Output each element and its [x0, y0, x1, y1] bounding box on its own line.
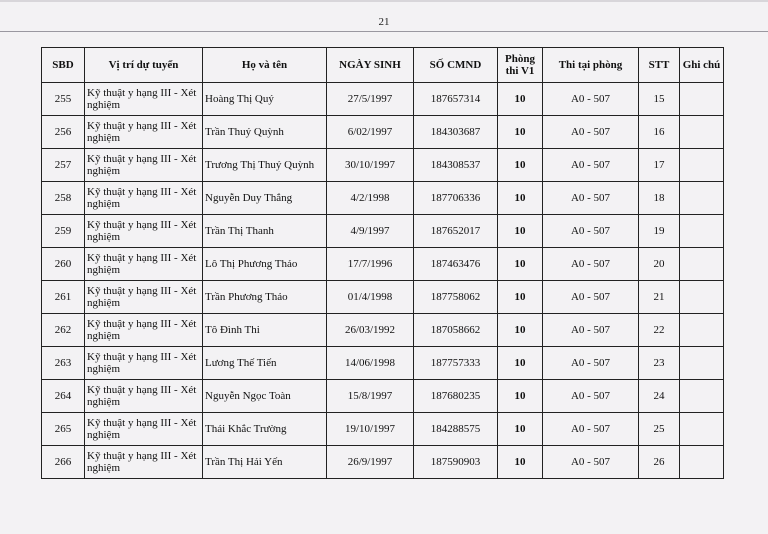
cell-name: Trần Thị Hải Yến: [203, 446, 327, 479]
header-room: [498, 48, 543, 83]
cell-dob: 17/7/1996: [327, 248, 414, 281]
cell-dob: 27/5/1997: [327, 83, 414, 116]
cell-name: Hoàng Thị Quý: [203, 83, 327, 116]
cell-note: [680, 413, 724, 446]
table-row: [42, 248, 724, 281]
cell-room: 10: [498, 215, 543, 248]
cell-id-card: 187657314: [414, 83, 498, 116]
cell-name: Thái Khắc Trường: [203, 413, 327, 446]
cell-dob: 30/10/1997: [327, 149, 414, 182]
cell-name: Tô Đình Thi: [203, 314, 327, 347]
cell-sbd: 259: [42, 215, 85, 248]
cell-dob: 26/9/1997: [327, 446, 414, 479]
cell-position: Kỹ thuật y hạng III - Xét nghiệm: [85, 215, 203, 248]
header-stt: STT: [639, 48, 680, 83]
table-row: [42, 116, 724, 149]
cell-room: 10: [498, 446, 543, 479]
header-sbd: SBD: [42, 48, 85, 83]
cell-exam-room: A0 - 507: [543, 248, 639, 281]
cell-stt: 21: [639, 281, 680, 314]
cell-dob: 6/02/1997: [327, 116, 414, 149]
header-rule: [0, 31, 768, 32]
table-row: [42, 413, 724, 446]
cell-dob: 26/03/1992: [327, 314, 414, 347]
cell-sbd: 257: [42, 149, 85, 182]
cell-position: Kỹ thuật y hạng III - Xét nghiệm: [85, 248, 203, 281]
cell-sbd: 261: [42, 281, 85, 314]
cell-exam-room: A0 - 507: [543, 116, 639, 149]
cell-room: 10: [498, 83, 543, 116]
cell-id-card: 187680235: [414, 380, 498, 413]
cell-note: [680, 116, 724, 149]
cell-note: [680, 182, 724, 215]
cell-id-card: 184288575: [414, 413, 498, 446]
cell-exam-room: A0 - 507: [543, 149, 639, 182]
cell-id-card: 184308537: [414, 149, 498, 182]
table-row: [42, 446, 724, 479]
cell-stt: 24: [639, 380, 680, 413]
cell-name: Lương Thế Tiến: [203, 347, 327, 380]
cell-sbd: 265: [42, 413, 85, 446]
cell-stt: 25: [639, 413, 680, 446]
cell-note: [680, 281, 724, 314]
header-exam-room: Thi tại phòng: [543, 48, 639, 83]
cell-id-card: 187652017: [414, 215, 498, 248]
cell-stt: 15: [639, 83, 680, 116]
cell-note: [680, 314, 724, 347]
cell-note: [680, 248, 724, 281]
cell-sbd: 263: [42, 347, 85, 380]
cell-id-card: 187706336: [414, 182, 498, 215]
table-row: [42, 215, 724, 248]
cell-room: 10: [498, 281, 543, 314]
cell-name: Nguyễn Duy Thắng: [203, 182, 327, 215]
cell-name: Trần Thị Thanh: [203, 215, 327, 248]
cell-name: Trần Phương Thảo: [203, 281, 327, 314]
cell-sbd: 262: [42, 314, 85, 347]
cell-sbd: 266: [42, 446, 85, 479]
cell-exam-room: A0 - 507: [543, 83, 639, 116]
table-row: [42, 314, 724, 347]
cell-room: 10: [498, 182, 543, 215]
cell-position: Kỹ thuật y hạng III - Xét nghiệm: [85, 149, 203, 182]
cell-room: 10: [498, 380, 543, 413]
cell-dob: 4/9/1997: [327, 215, 414, 248]
cell-room: 10: [498, 314, 543, 347]
cell-dob: 19/10/1997: [327, 413, 414, 446]
cell-position: Kỹ thuật y hạng III - Xét nghiệm: [85, 446, 203, 479]
table-row: [42, 347, 724, 380]
header-room-line2: thi V1: [505, 65, 535, 77]
cell-exam-room: A0 - 507: [543, 413, 639, 446]
cell-note: [680, 446, 724, 479]
cell-exam-room: A0 - 507: [543, 215, 639, 248]
cell-position: Kỹ thuật y hạng III - Xét nghiệm: [85, 380, 203, 413]
table-row: [42, 83, 724, 116]
cell-id-card: 187590903: [414, 446, 498, 479]
cell-stt: 16: [639, 116, 680, 149]
header-id-card: SỐ CMND: [414, 48, 498, 83]
cell-room: 10: [498, 347, 543, 380]
cell-id-card: 187757333: [414, 347, 498, 380]
cell-sbd: 258: [42, 182, 85, 215]
cell-exam-room: A0 - 507: [543, 281, 639, 314]
cell-stt: 23: [639, 347, 680, 380]
cell-dob: 01/4/1998: [327, 281, 414, 314]
header-dob: NGÀY SINH: [327, 48, 414, 83]
cell-sbd: 264: [42, 380, 85, 413]
cell-id-card: 184303687: [414, 116, 498, 149]
cell-name: Lô Thị Phương Thảo: [203, 248, 327, 281]
cell-id-card: 187758062: [414, 281, 498, 314]
cell-position: Kỹ thuật y hạng III - Xét nghiệm: [85, 347, 203, 380]
cell-id-card: 187463476: [414, 248, 498, 281]
cell-position: Kỹ thuật y hạng III - Xét nghiệm: [85, 413, 203, 446]
cell-room: 10: [498, 149, 543, 182]
cell-dob: 4/2/1998: [327, 182, 414, 215]
cell-dob: 14/06/1998: [327, 347, 414, 380]
cell-note: [680, 380, 724, 413]
cell-position: Kỹ thuật y hạng III - Xét nghiệm: [85, 281, 203, 314]
cell-note: [680, 83, 724, 116]
page-number: 21: [378, 16, 390, 28]
cell-exam-room: A0 - 507: [543, 347, 639, 380]
cell-name: Nguyễn Ngọc Toàn: [203, 380, 327, 413]
cell-note: [680, 149, 724, 182]
cell-name: Trương Thị Thuý Quỳnh: [203, 149, 327, 182]
cell-sbd: 256: [42, 116, 85, 149]
cell-note: [680, 215, 724, 248]
cell-position: Kỹ thuật y hạng III - Xét nghiệm: [85, 314, 203, 347]
cell-exam-room: A0 - 507: [543, 314, 639, 347]
cell-stt: 19: [639, 215, 680, 248]
header-position: Vị trí dự tuyển: [85, 48, 203, 83]
cell-exam-room: A0 - 507: [543, 182, 639, 215]
cell-stt: 20: [639, 248, 680, 281]
page-top-edge: [0, 0, 768, 2]
cell-exam-room: A0 - 507: [543, 446, 639, 479]
header-room-line1: Phòng: [505, 53, 535, 65]
cell-position: Kỹ thuật y hạng III - Xét nghiệm: [85, 83, 203, 116]
cell-stt: 22: [639, 314, 680, 347]
cell-note: [680, 347, 724, 380]
cell-dob: 15/8/1997: [327, 380, 414, 413]
cell-sbd: 255: [42, 83, 85, 116]
candidate-table: [41, 47, 724, 479]
cell-sbd: 260: [42, 248, 85, 281]
cell-exam-room: A0 - 507: [543, 380, 639, 413]
cell-stt: 26: [639, 446, 680, 479]
table-header-row: [42, 48, 724, 83]
table-row: [42, 182, 724, 215]
cell-stt: 17: [639, 149, 680, 182]
cell-room: 10: [498, 248, 543, 281]
cell-position: Kỹ thuật y hạng III - Xét nghiệm: [85, 116, 203, 149]
cell-name: Trần Thuý Quỳnh: [203, 116, 327, 149]
header-note: Ghi chú: [680, 48, 724, 83]
table-row: [42, 149, 724, 182]
cell-room: 10: [498, 413, 543, 446]
cell-id-card: 187058662: [414, 314, 498, 347]
cell-stt: 18: [639, 182, 680, 215]
cell-room: 10: [498, 116, 543, 149]
cell-position: Kỹ thuật y hạng III - Xét nghiệm: [85, 182, 203, 215]
header-name: Họ và tên: [203, 48, 327, 83]
table-row: [42, 380, 724, 413]
table-row: [42, 281, 724, 314]
